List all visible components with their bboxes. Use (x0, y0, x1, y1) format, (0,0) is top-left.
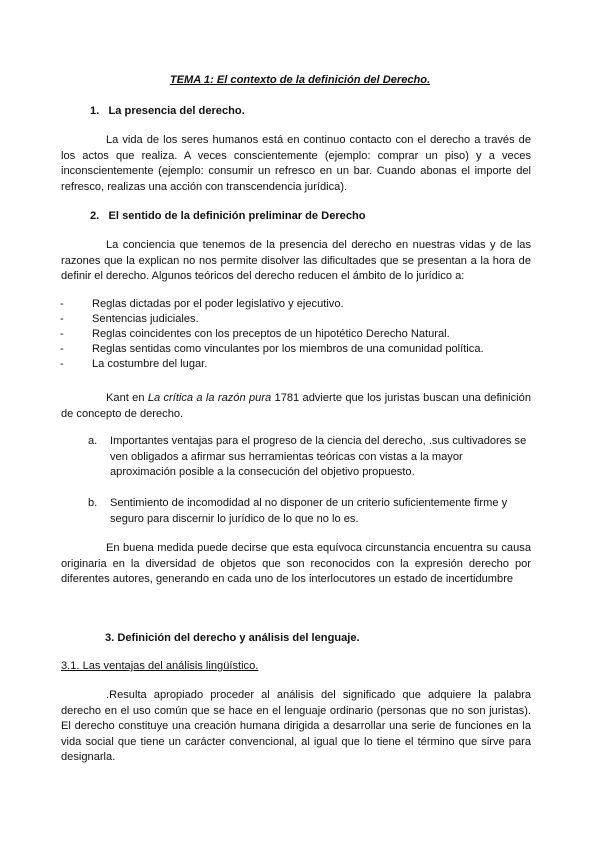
list-item: - La costumbre del lugar. (60, 358, 208, 371)
section-3-paragraph: .Resulta apropiado proceder al análisis del significado que adquiere la palabra derecho en el uso común que se hace en el lenguaje ordinario (personas que no son juristas). El derecho constituye una creación humana dirigida a desarrollar una serie de funciones en la vida social que tiene un carácter convencional, al igual que lo tiene el término que sirve para designarla. (61, 689, 531, 764)
section-2-paragraph: La conciencia que tenemos de la presencia del derecho en nuestras vidas y de las razones que la explican no nos permite disolver las dificultades que se presentan a la hora de definir el derecho. Algunos teóricos del derecho reducen el ámbito de lo jurídico a: (61, 239, 531, 283)
document-title: TEMA 1: El contexto de la definición del Derecho. (169, 74, 431, 86)
section-1-paragraph: La vida de los seres humanos está en continuo contacto con el derecho a través de los actos que realiza. A veces conscientemente (ejemplo: comprar un piso) y a veces inconscientemente (ejemplo: consumir un refresco en un bar. Cuando abonas el importe del refresco, realizas una acción con transcendencia jurídica). (61, 134, 531, 193)
section-2-heading (90, 209, 366, 225)
list-item: - Sentencias judiciales. (60, 313, 199, 326)
list-item: - Reglas sentidas como vinculantes por los miembros de una comunidad política. (60, 343, 484, 356)
section-3-heading: 3. Definición del derecho y análisis del lenguaje. (105, 632, 360, 644)
list-item: - Reglas dictadas por el poder legislativo y ejecutivo. (60, 298, 344, 310)
jurisdiction-list (60, 297, 484, 372)
section-1-number: 1. (90, 105, 100, 117)
list-item-a: a. Importantes ventajas para el progreso de la ciencia del derecho, .sus cultivadores se ven obligados a afirmar sus herramientas teóricas con vistas a la mayor aproximación posible a la consecución del objetivo propuesto. (88, 435, 527, 479)
list-item-b: b. Sentimiento de incomodidad al no disponer de un criterio suficientemente firme y seguro para discernir lo jurídico de lo que no lo es. (88, 497, 508, 525)
closing-paragraph: En buena medida puede decirse que esta equívoca circunstancia encuentra su causa originaria en la diversidad de objetos que son reconocidos con la expresión derecho por diferentes autores, generando en cada uno de los interlocutores un estado de incertidumbre (61, 542, 531, 586)
list-item: - Reglas coincidentes con los preceptos de un hipotético Derecho Natural. (60, 328, 450, 341)
kant-paragraph: Kant en La crítica a la razón pura 1781 advierte que los juristas buscan una definición de concepto de derecho. (61, 392, 531, 420)
section-2-number: 2. (90, 210, 100, 222)
book-title: La crítica a la razón pura (147, 392, 272, 404)
section-1-title: La presencia del derecho. (108, 105, 245, 117)
section-2-title: El sentido de la definición preliminar de Derecho (108, 210, 366, 222)
section-3-1-subheading: 3.1. Las ventajas del análisis lingüístico. (61, 660, 259, 672)
section-1-heading (90, 104, 245, 120)
